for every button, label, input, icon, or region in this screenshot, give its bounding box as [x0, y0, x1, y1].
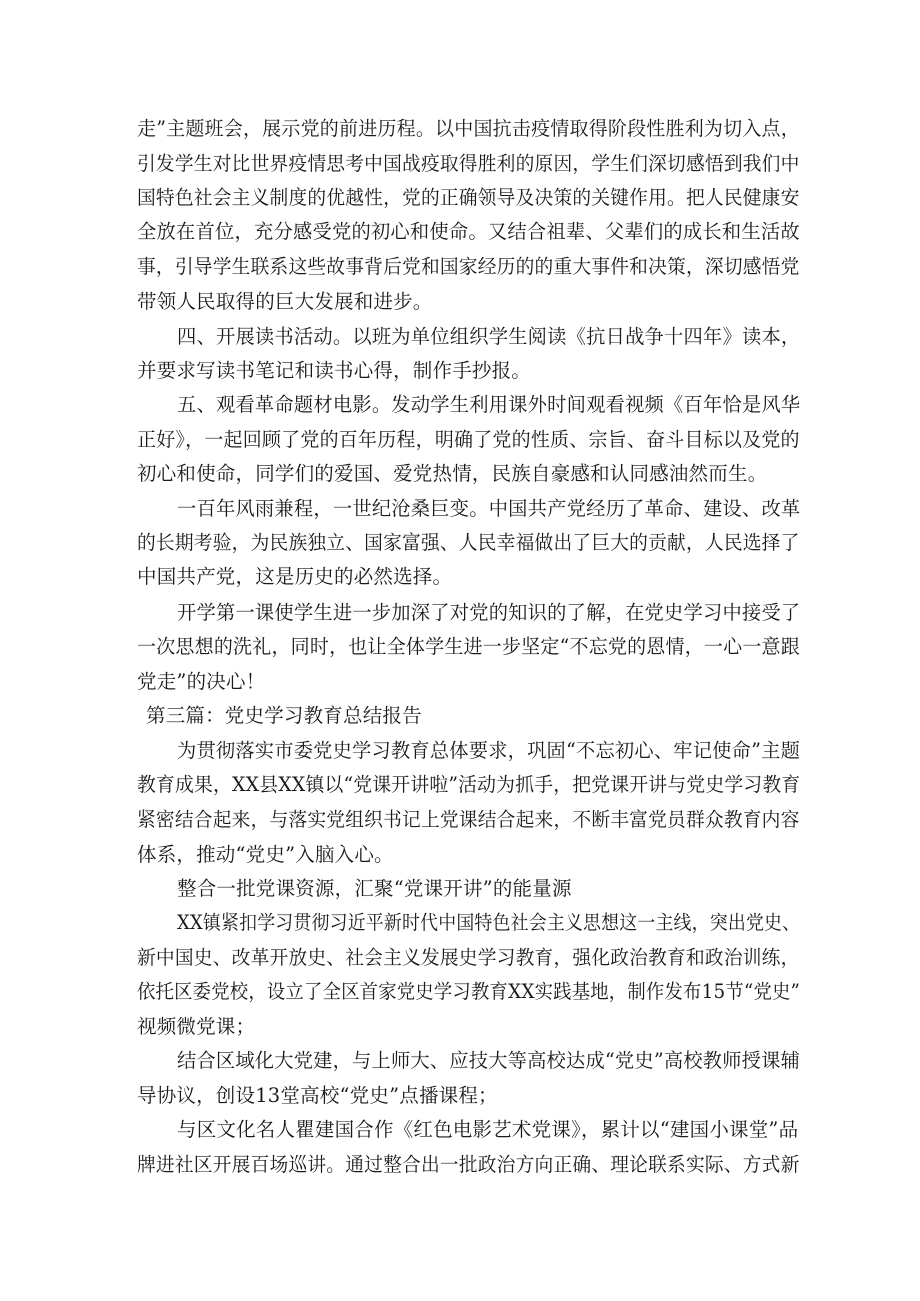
text-line: 走”主题班会，展示党的前进历程。以中国抗击疫情取得阶段性胜利为切入点， — [137, 117, 800, 140]
text-line: 的长期考验，为民族独立、国家富强、人民幸福做出了巨大的贡献，人民选择了 — [137, 531, 800, 554]
text-line: 导协议，创设13堂高校“党史”点播课程； — [137, 1084, 498, 1107]
text-line: 视频微党课； — [137, 1015, 256, 1038]
section-heading: 第三篇：党史学习教育总结报告 — [146, 704, 422, 727]
text-line: 结合区域化大党建，与上师大、应技大等高校达成“党史”高校教师授课辅 — [177, 1049, 801, 1072]
text-line: 依托区委党校，设立了全区首家党史学习教育XX实践基地，制作发布15节“党史” — [137, 980, 801, 1003]
text-line: 为贯彻落实市委党史学习教育总体要求，巩固“不忘初心、牢记使命”主题 — [177, 739, 801, 762]
text-line: 四、开展读书活动。以班为单位组织学生阅读《抗日战争十四年》读本， — [177, 325, 801, 348]
text-line: 开学第一课使学生进一步加深了对党的知识的了解，在党史学习中接受了 — [177, 601, 801, 624]
text-line: 五、观看革命题材电影。发动学生利用课外时间观看视频《百年恰是风华 — [177, 393, 801, 416]
text-line: 事，引导学生联系这些故事背后党和国家经历的的重大事件和决策，深切感悟党 — [137, 255, 800, 278]
text-line: 中国共产党，这是历史的必然选择。 — [137, 565, 453, 588]
text-line: 新中国史、改革开放史、社会主义发展史学习教育，强化政治教育和政治训练， — [137, 946, 800, 969]
text-line: 国特色社会主义制度的优越性，党的正确领导及决策的关键作用。把人民健康安 — [137, 186, 800, 209]
text-line: 党走”的决心！ — [137, 670, 266, 693]
text-line: 教育成果，XX县XX镇以“党课开讲啦”活动为抓手，把党课开讲与党史学习教育 — [137, 773, 801, 796]
text-line: 初心和使命，同学们的爱国、爱党热情，民族自豪感和认同感油然而生。 — [137, 462, 768, 485]
text-line: 一次思想的洗礼，同时，也让全体学生进一步坚定“不忘党的恩情，一心一意跟 — [137, 635, 800, 658]
text-line: XX镇紧扣学习贯彻习近平新时代中国特色社会主义思想这一主线，突出党史、 — [177, 911, 801, 934]
text-line: 引发学生对比世界疫情思考中国战疫取得胜利的原因，学生们深切感悟到我们中 — [137, 152, 800, 175]
text-line: 牌进社区开展百场巡讲。通过整合出一批政治方向正确、理论联系实际、方式新 — [137, 1153, 800, 1176]
text-line: 全放在首位，充分感受党的初心和使命。又结合祖辈、父辈们的成长和生活故 — [137, 220, 800, 243]
text-line: 正好》，一起回顾了党的百年历程，明确了党的性质、宗旨、奋斗目标以及党的 — [137, 428, 800, 451]
text-line: 与区文化名人瞿建国合作《红色电影艺术党课》，累计以“建国小课堂”品 — [177, 1118, 799, 1141]
text-line: 带领人民取得的巨大发展和进步。 — [137, 290, 433, 313]
text-line: 并要求写读书笔记和读书心得，制作手抄报。 — [137, 359, 532, 382]
text-line: 一百年风雨兼程，一世纪沧桑巨变。中国共产党经历了革命、建设、改革 — [177, 497, 801, 520]
text-line: 体系，推动“党史”入脑入心。 — [137, 843, 394, 866]
subheading: 整合一批党课资源，汇聚“党课开讲”的能量源 — [177, 877, 572, 900]
text-line: 紧密结合起来，与落实党组织书记上党课结合起来，不断丰富党员群众教育内容 — [137, 808, 800, 831]
